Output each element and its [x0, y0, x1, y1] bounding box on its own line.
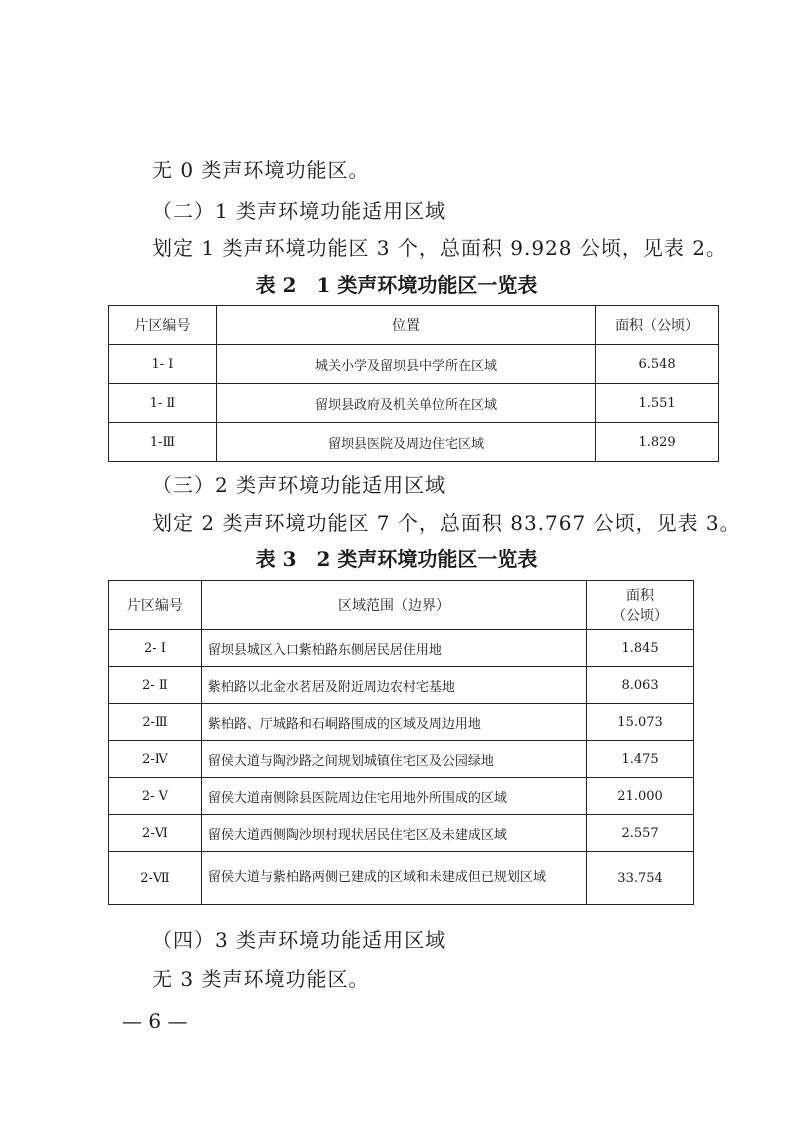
paragraph-no-class3: 无 3 类声环境功能区。	[152, 967, 370, 991]
table2-caption: 表 2 1 类声环境功能区一览表	[255, 273, 538, 297]
table-row	[109, 778, 694, 815]
cell-area: 15.073	[587, 704, 694, 741]
cell-zone-id: 2-Ⅵ	[109, 815, 202, 852]
table2	[108, 305, 719, 462]
col-header-area-line1: 面积	[626, 588, 655, 604]
cell-area: 8.063	[587, 667, 694, 704]
col-header-zone-id: 片区编号	[109, 581, 202, 630]
table3-caption: 表 3 2 类声环境功能区一览表	[255, 547, 538, 571]
cell-area: 6.548	[596, 345, 719, 384]
table-header-row	[109, 306, 719, 345]
table-row	[109, 704, 694, 741]
cell-zone-id: 2-Ⅶ	[109, 852, 202, 905]
cell-zone-id: 1-Ⅲ	[109, 423, 217, 462]
cell-zone-id: 2-Ⅳ	[109, 741, 202, 778]
cell-boundary: 紫柏路以北金水茗居及附近周边农村宅基地	[201, 667, 586, 704]
cell-zone-id: 1- Ⅱ	[109, 384, 217, 423]
cell-boundary: 留侯大道西侧陶沙坝村现状居民住宅区及未建成区域	[201, 815, 586, 852]
cell-area: 1.475	[587, 741, 694, 778]
table-row	[109, 384, 719, 423]
cell-area: 33.754	[587, 852, 694, 905]
paragraph-class1-summary: 划定 1 类声环境功能区 3 个，总面积 9.928 公顷，见表 2。	[152, 236, 727, 260]
col-header-boundary: 区域范围（边界）	[201, 581, 586, 630]
cell-zone-id: 2-Ⅲ	[109, 704, 202, 741]
cell-location: 城关小学及留坝县中学所在区域	[216, 345, 595, 384]
section-heading-class3: （四）3 类声环境功能适用区域	[152, 928, 447, 952]
table-row	[109, 741, 694, 778]
cell-area: 21.000	[587, 778, 694, 815]
page-number: — 6 —	[122, 1009, 188, 1033]
col-header-area-line2: （公顷）	[612, 608, 669, 624]
col-header-area	[587, 581, 694, 630]
cell-location: 留坝县医院及周边住宅区域	[216, 423, 595, 462]
cell-boundary: 留坝县城区入口紫柏路东侧居民居住用地	[201, 630, 586, 667]
cell-boundary: 紫柏路、厅城路和石峒路围成的区域及周边用地	[201, 704, 586, 741]
cell-area: 2.557	[587, 815, 694, 852]
cell-boundary: 留侯大道与紫柏路两侧已建成的区域和未建成但已规划区域	[201, 852, 586, 905]
cell-area: 1.845	[587, 630, 694, 667]
paragraph-no-class0: 无 0 类声环境功能区。	[152, 158, 370, 182]
table3	[108, 580, 694, 905]
table-row	[109, 667, 694, 704]
col-header-location: 位置	[216, 306, 595, 345]
table-row	[109, 815, 694, 852]
cell-zone-id: 2- Ⅴ	[109, 778, 202, 815]
cell-boundary: 留侯大道南侧除县医院周边住宅用地外所围成的区域	[201, 778, 586, 815]
cell-zone-id: 2- Ⅱ	[109, 667, 202, 704]
table-row	[109, 852, 694, 905]
cell-area: 1.829	[596, 423, 719, 462]
col-header-zone-id: 片区编号	[109, 306, 217, 345]
col-header-area: 面积（公顷）	[596, 306, 719, 345]
table-row	[109, 630, 694, 667]
table-row	[109, 345, 719, 384]
cell-zone-id: 1- Ⅰ	[109, 345, 217, 384]
table-row	[109, 423, 719, 462]
section-heading-class2: （三）2 类声环境功能适用区域	[152, 473, 447, 497]
paragraph-class2-summary: 划定 2 类声环境功能区 7 个，总面积 83.767 公顷，见表 3。	[152, 511, 741, 535]
cell-zone-id: 2- Ⅰ	[109, 630, 202, 667]
cell-boundary: 留侯大道与陶沙路之间规划城镇住宅区及公园绿地	[201, 741, 586, 778]
section-heading-class1: （二）1 类声环境功能适用区域	[152, 199, 447, 223]
cell-location: 留坝县政府及机关单位所在区域	[216, 384, 595, 423]
cell-area: 1.551	[596, 384, 719, 423]
table-header-row	[109, 581, 694, 630]
